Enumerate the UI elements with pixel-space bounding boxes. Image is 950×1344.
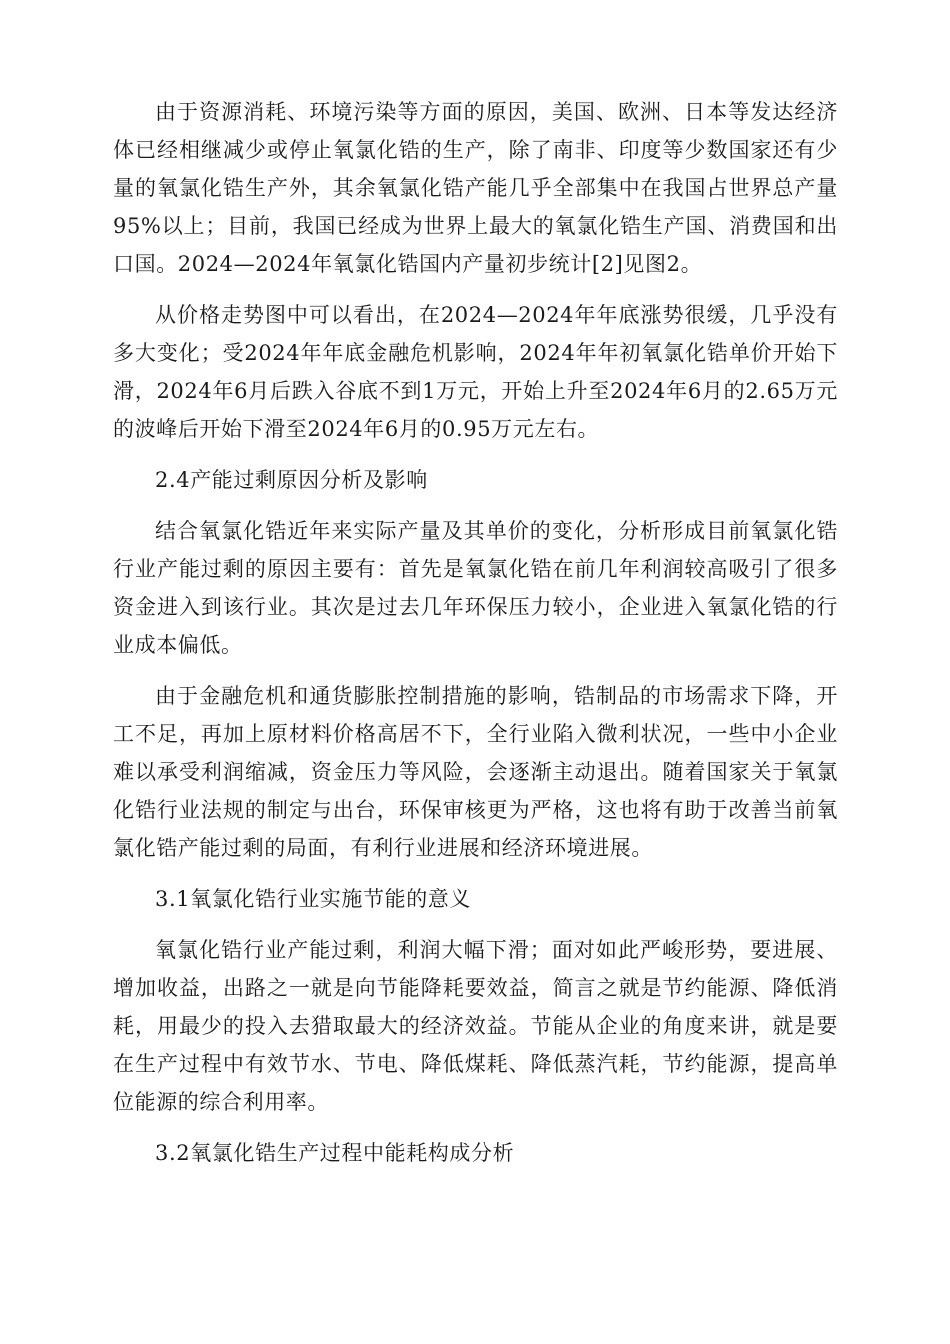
paragraph-price-trend: 从价格走势图中可以看出，在2024—2024年年底涨势很缓，几乎没有多大变化；受2024年年底金融危机影响，2024年年初氧氯化锆单价开始下滑，2024年6月后跌入谷底不到1万元，开始上升至2024年6月的2.65万元的波峰后开始下滑至2024年6月的0.95万元左右。 xyxy=(113,303,838,441)
section-heading-2-4: 2.4产能过剩原因分析及影响 xyxy=(155,468,428,492)
section-heading-3-2: 3.2氧氯化锆生产过程中能耗构成分析 xyxy=(155,1141,515,1165)
section-heading-3-1: 3.1氧氯化锆行业实施节能的意义 xyxy=(155,887,471,911)
paragraph-production-overview: 由于资源消耗、环境污染等方面的原因，美国、欧洲、日本等发达经济体已经相继减少或停止氧氯化锆的生产，除了南非、印度等少数国家还有少量的氧氯化锆生产外，其余氧氯化锆产能几乎全部集中在我国占世界总产量95%以上；目前，我国已经成为世界上最大的氧氯化锆生产国、消费国和出口国。2024—2024年氧氯化锆国内产量初步统计[2]见图2。 xyxy=(113,100,838,276)
paragraph-energy-saving-significance: 氧氯化锆行业产能过剩，利润大幅下滑；面对如此严峻形势，要进展、增加收益，出路之一就是向节能降耗要效益，简言之就是节约能源、降低消耗，用最少的投入去猎取最大的经济效益。节能从企业的角度来讲，就是要在生产过程中有效节水、节电、降低煤耗、降低蒸汽耗，节约能源，提高单位能源的综合利用率。 xyxy=(113,938,838,1114)
paragraph-overcapacity-causes: 结合氧氯化锆近年来实际产量及其单价的变化，分析形成目前氧氯化锆行业产能过剩的原因主要有：首先是氧氯化锆在前几年利润较高吸引了很多资金进入到该行业。其次是过去几年环保压力较小，企业进入氧氯化锆的行业成本偏低。 xyxy=(113,519,838,657)
paragraph-market-impact: 由于金融危机和通货膨胀控制措施的影响，锆制品的市场需求下降，开工不足，再加上原材料价格高居不下，全行业陷入微利状况，一些中小企业难以承受利润缩减，资金压力等风险，会逐渐主动退出。随着国家关于氧氯化锆行业法规的制定与出台，环保审核更为严格，这也将有助于改善当前氧氯化锆产能过剩的局面，有利行业进展和经济环境进展。 xyxy=(113,684,838,860)
document-body xyxy=(113,93,838,1185)
